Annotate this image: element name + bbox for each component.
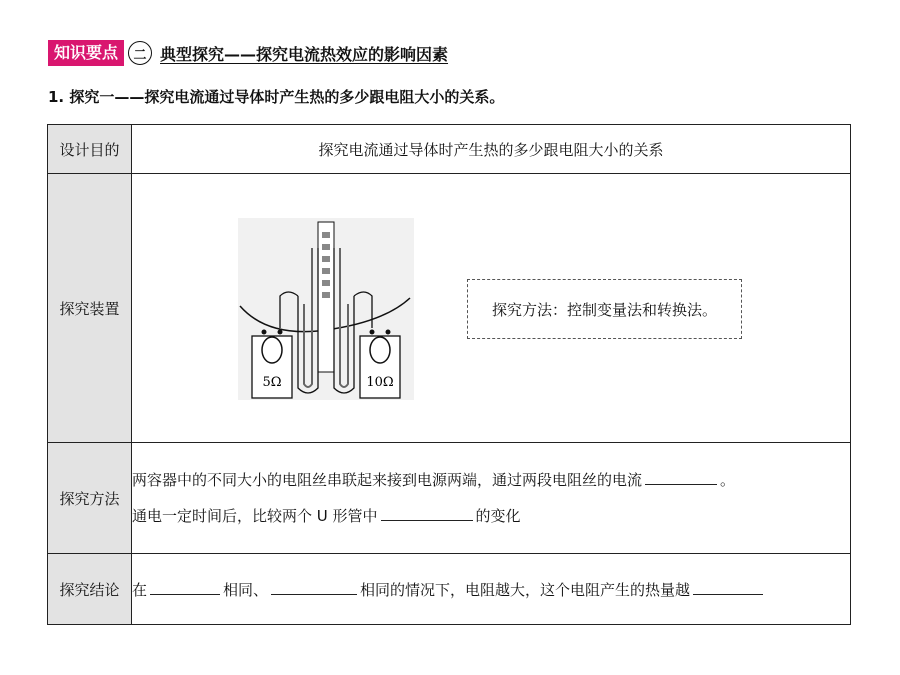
resistor-left-label: 5Ω (262, 375, 282, 390)
apparatus-diagram (238, 218, 414, 400)
method-cell (132, 443, 851, 554)
row-label-apparatus: 探究装置 (48, 174, 132, 443)
section-badge: 知识要点 (48, 40, 124, 66)
method-line-2 (132, 498, 850, 534)
section-header (48, 38, 448, 68)
table-row (48, 443, 851, 554)
question-subtitle: 1. 探究一——探究电流通过导体时产生热的多少跟电阻大小的关系。 (48, 88, 505, 106)
table-row (48, 174, 851, 443)
experiment-table (47, 124, 851, 625)
purpose-text: 探究电流通过导体时产生热的多少跟电阻大小的关系 (132, 125, 851, 174)
method-note-box (467, 279, 742, 339)
answer-blank[interactable] (150, 593, 220, 595)
answer-blank[interactable] (271, 593, 357, 595)
table-row (48, 554, 851, 625)
conclusion-part-2: 相同、 (223, 580, 269, 599)
row-label-purpose: 设计目的 (48, 125, 132, 174)
table-row (48, 125, 851, 174)
method-note-text: 探究方法：控制变量法和转换法。 (491, 300, 717, 319)
method-line-1 (132, 462, 850, 498)
method-line-2-end: 的变化 (475, 507, 521, 525)
answer-blank[interactable] (645, 483, 717, 485)
method-line-1-end: 。 (720, 471, 736, 489)
conclusion-part-1: 在 (132, 580, 148, 599)
answer-blank[interactable] (381, 519, 473, 521)
row-label-method: 探究方法 (48, 443, 132, 554)
answer-blank[interactable] (693, 593, 763, 595)
conclusion-cell (132, 554, 851, 625)
method-line-2-text: 通电一定时间后，比较两个 U 形管中 (132, 507, 378, 525)
conclusion-part-3: 相同的情况下，电阻越大，这个电阻产生的热量越 (360, 580, 691, 599)
method-line-1-text: 两容器中的不同大小的电阻丝串联起来接到电源两端，通过两段电阻丝的电流 (132, 471, 643, 489)
row-label-conclusion: 探究结论 (48, 554, 132, 625)
resistor-right-label: 10Ω (366, 375, 394, 390)
apparatus-cell (132, 174, 851, 443)
section-number: 二 (128, 41, 152, 65)
section-title: 典型探究——探究电流热效应的影响因素 (160, 44, 449, 64)
